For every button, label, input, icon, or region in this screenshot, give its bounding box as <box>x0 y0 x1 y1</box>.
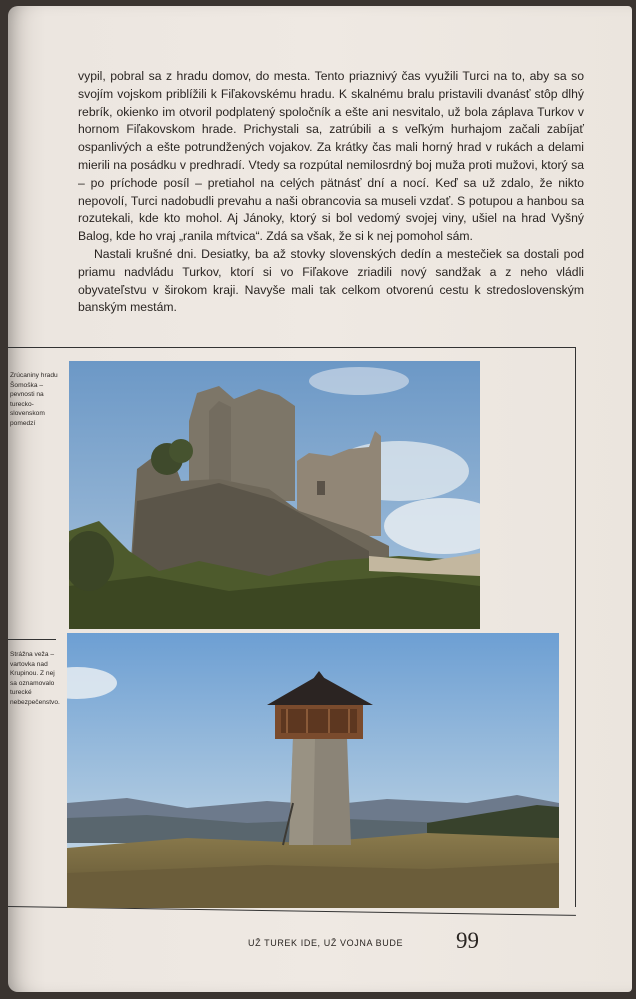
page-number: 99 <box>456 928 479 953</box>
caption-divider <box>8 639 56 640</box>
photo-castle-ruins <box>69 361 480 629</box>
frame-rule-right <box>575 347 576 907</box>
photo-watchtower <box>67 633 559 908</box>
paragraph-1: vypil, pobral sa z hradu domov, do mesta. Tento priaznivý čas využili Turci na to, aby sa so svojím vojskom priblížili k Fiľakovskému hradu. K skalnému bralu pristavili dvanásť stôp dlhý rebrík, okienko im otvoril podplatený spoločník a ešte ani nesvitalo, už bola záplava Turkov v hornom Fiľakovskom hrade. Prichystali sa, zatrúbili a s veľkým hurhajom začali zabíjať ospanlivých a ešte potrundžených vojakov. Za krátky čas mali horný hrad v rukách a delami mierili na posádku v predhradí. Vtedy sa rozpútal nemilosrdný boj muža proti mužovi, ktorý sa – po príchode posíl – pretiahol na celých pätnásť dní a nocí. Keď sa už zdalo, že nikto nepovolí, Turci nadobudli prevahu a naši obrancovia sa museli vzdať. S potupou a hanbou sa rozutekali, kde kto mohol. Aj Jánoky, ktorý si bol vedomý svojej viny, ušiel na hrad Vyšný Balog, kde ho vraj „ranila mŕtvica“. Zdá sa však, že si k nej pomohol sám. <box>78 69 584 244</box>
caption-castle: Zrúcaniny hradu Šomoška – pevnosti na turecko-slovenskom pomedzí <box>10 372 58 427</box>
frame-rule-top <box>8 347 576 348</box>
running-title: UŽ TUREK IDE, UŽ VOJNA BUDE <box>248 938 404 948</box>
paragraph-2: Nastali krušné dni. Desiatky, ba až stovky slovenských dedín a mestečiek sa dostali pod priamu nadvládu Turkov, ktorí si vo Fiľakove zriadili nový sandžak a z neho vládli obyvateľstvu v širokom kraji. Navyše mali tak celkom otvorenú cestu k stredoslovenským banským mestám. <box>78 246 584 315</box>
body-text <box>78 68 584 317</box>
caption-tower: Strážna veža – vartovka nad Krupinou. Z nej sa oznamovalo turecké nebezpečenstvo. <box>10 651 60 706</box>
